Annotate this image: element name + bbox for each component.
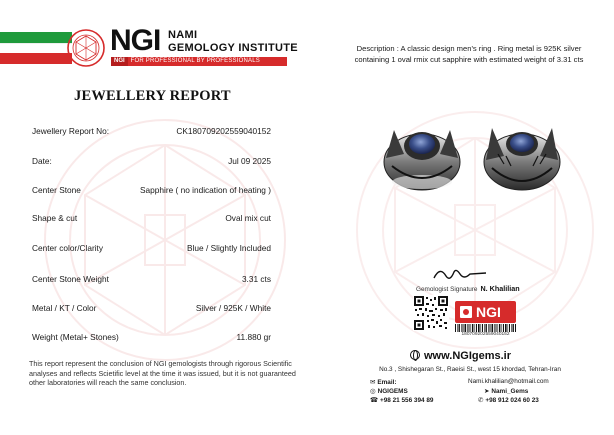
barcode-number: 180709202559040152 bbox=[461, 332, 510, 337]
contact-phone[interactable]: ☎ +98 21 556 394 89 bbox=[370, 397, 434, 404]
field-label: Center Stone bbox=[32, 185, 81, 195]
field-label: Center Stone Weight bbox=[32, 274, 109, 284]
website-line bbox=[410, 350, 511, 362]
signature-line bbox=[416, 284, 520, 293]
ring-view-side bbox=[484, 128, 560, 190]
flag-stripe-green bbox=[0, 32, 72, 43]
mobile-icon: ✆ bbox=[478, 397, 484, 404]
field-value: Silver / 925K / White bbox=[195, 303, 271, 313]
tagline-ngi-tag: NGI bbox=[111, 57, 128, 66]
field-value: Blue / Slightly Included bbox=[187, 243, 271, 253]
brand-tagline-bar bbox=[111, 57, 287, 66]
ngi-badge bbox=[455, 301, 516, 323]
signature-label: Gemologist Signature bbox=[416, 286, 478, 293]
field-label: Metal / KT / Color bbox=[32, 303, 97, 313]
globe-icon bbox=[410, 350, 420, 360]
field-value: Sapphire ( no indication of heating ) bbox=[140, 185, 271, 195]
field-label: Center color/Clarity bbox=[32, 243, 104, 253]
item-description: Description : A classic design men's ring . Ring metal is 925K silver containing 1 oval rmix cut sapphire with estimated weight of 3.31 cts bbox=[354, 44, 584, 64]
field-value: CK180709202559040152 bbox=[176, 126, 271, 136]
report-title: JEWELLERY REPORT bbox=[74, 88, 231, 104]
flag-stripe-red bbox=[0, 53, 72, 64]
contact-telegram[interactable]: ➤ Nami_Gems bbox=[484, 388, 529, 395]
field-label: Shape & cut bbox=[32, 213, 78, 223]
field-value: Oval mix cut bbox=[225, 213, 271, 223]
institute-name-line1: NAMI bbox=[168, 29, 198, 41]
contact-instagram[interactable]: ◎ NGIGEMS bbox=[370, 388, 408, 395]
disclaimer-text: This report represent the conclusion of NGI gemologists through rigorous Scientific analyses and reflects Scietific level at the time it was issued, but it is not guaranteed other laboratories will reach the same conclusion. bbox=[29, 359, 296, 388]
ring-view-front bbox=[384, 130, 460, 190]
tagline-text: FOR PROFESSIONAL BY PROFESSIONALS bbox=[130, 58, 260, 64]
telegram-icon: ➤ bbox=[484, 388, 490, 395]
field-value: 3.31 cts bbox=[241, 274, 271, 284]
ngi-badge-icon bbox=[460, 306, 472, 318]
institute-name-line2: GEMOLOGY INSTITUTE bbox=[168, 42, 298, 54]
gemologist-signature-mark bbox=[430, 262, 490, 284]
field-label: Date: bbox=[32, 156, 52, 166]
field-value: 11.880 gr bbox=[236, 332, 271, 342]
contact-mobile[interactable]: ✆ +98 912 024 60 23 bbox=[478, 397, 539, 404]
barcode bbox=[455, 324, 516, 332]
website-url[interactable]: www.NGIgems.ir bbox=[424, 350, 512, 362]
qr-code bbox=[413, 295, 449, 331]
brand-logo-text: NGI bbox=[110, 24, 161, 57]
phone-icon: ☎ bbox=[370, 397, 378, 404]
seal-logo-icon bbox=[66, 28, 106, 68]
field-label: Weight (Metal+ Stones) bbox=[32, 332, 119, 342]
email-icon: ✉ bbox=[370, 379, 376, 386]
address-text: No.3 , Shishegaran St., Raeisi St., west 15 khordad, Tehran-Iran bbox=[379, 366, 561, 373]
ring-photo bbox=[372, 110, 572, 206]
ngi-badge-text: NGI bbox=[476, 304, 501, 320]
contact-email-label: ✉ Email: bbox=[370, 379, 397, 386]
field-label: Jewellery Report No: bbox=[32, 126, 110, 136]
contact-email[interactable]: Nami.khalilian@hotmail.com bbox=[468, 378, 549, 385]
field-value: Jul 09 2025 bbox=[228, 156, 271, 166]
watermark-seal-left bbox=[30, 110, 300, 370]
instagram-icon: ◎ bbox=[370, 388, 376, 395]
gemologist-name: N. Khalilian bbox=[480, 284, 520, 293]
